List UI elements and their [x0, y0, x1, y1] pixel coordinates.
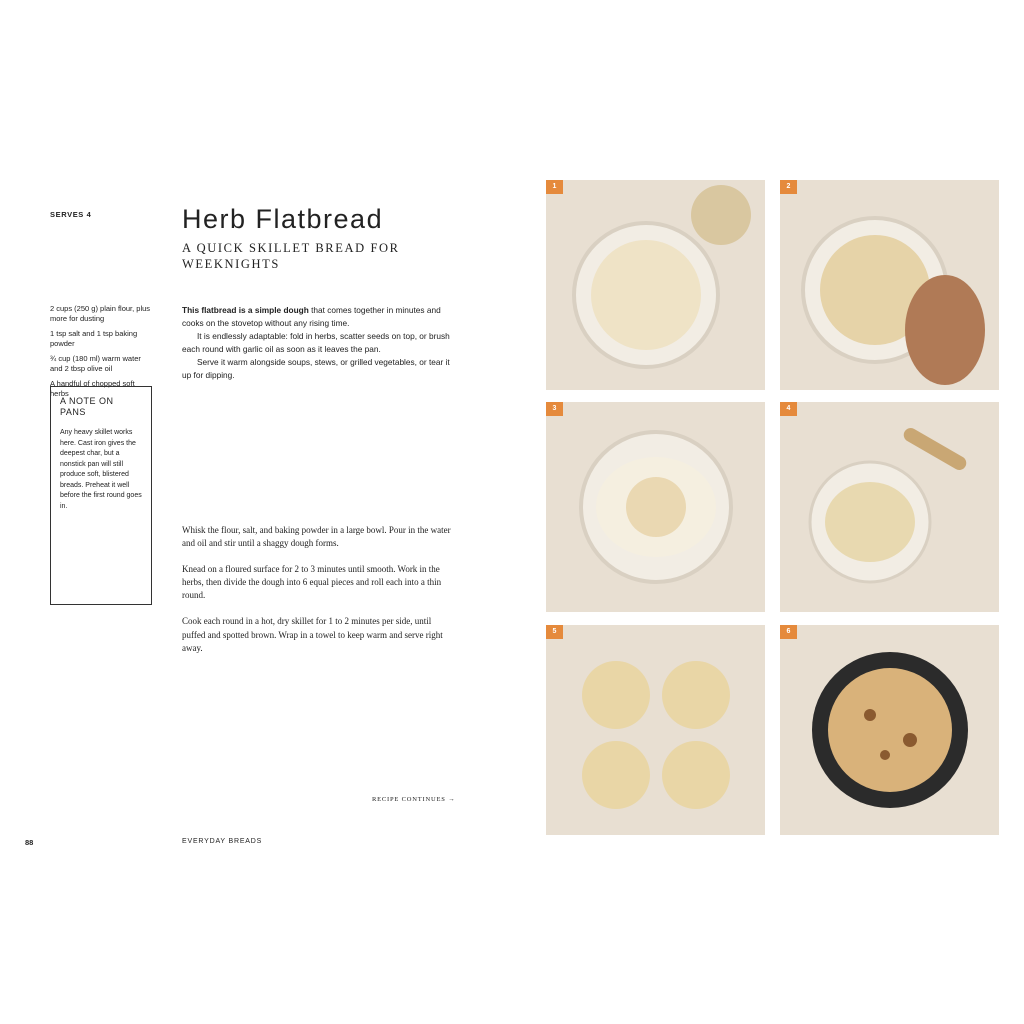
intro-lead: This flatbread is a simple dough: [182, 305, 309, 315]
intro-paragraph: It is endlessly adaptable: fold in herbs, scatter seeds on top, or brush each round with garlic oil as soon as it leaves the pan.: [182, 331, 450, 354]
recipe-title: Herb Flatbread: [182, 204, 384, 234]
step-number-badge: 3: [546, 402, 563, 416]
recipe-subtitle: A QUICK SKILLET BREAD FOR WEEKNIGHTS: [182, 241, 400, 271]
page-number: 88: [25, 838, 34, 847]
method-text: [182, 524, 454, 668]
ingredient-item: 2 cups (250 g) plain flour, plus more for dusting: [50, 304, 151, 323]
step-number-badge: 1: [546, 180, 563, 194]
method-paragraph: Whisk the flour, salt, and baking powder in a large bowl. Pour in the water and oil and stir until a shaggy dough forms.: [182, 525, 451, 549]
step-illustration-2: [780, 180, 999, 390]
step-illustration-4: [780, 402, 999, 612]
step-photo-1: [546, 180, 765, 390]
step-illustration-5: [546, 625, 765, 835]
sidebar-box: [50, 386, 152, 605]
step-photo-6: [780, 625, 999, 835]
running-head: EVERYDAY BREADS: [182, 838, 263, 845]
sidebar-body: Any heavy skillet works here. Cast iron gives the deepest char, but a nonstick pan will still produce soft, blistered breads. Preheat it well before the first round goes in.: [60, 429, 142, 510]
step-illustration-6: [780, 625, 999, 835]
recipe-continues-link[interactable]: RECIPE CONTINUES →: [372, 796, 456, 803]
method-paragraph: Knead on a floured surface for 2 to 3 minutes until smooth. Work in the herbs, then divide the dough into 6 equal pieces and roll each into a thin round.: [182, 564, 442, 601]
step-number-badge: 4: [780, 402, 797, 416]
step-photo-5: [546, 625, 765, 835]
ingredient-item: A handful of chopped soft herbs: [50, 379, 135, 398]
step-number-badge: 2: [780, 180, 797, 194]
ingredient-item: 1 tsp salt and 1 tsp baking powder: [50, 329, 138, 348]
intro-text-rest: that comes together in minutes and cooks on the stovetop without any rising time.: [182, 305, 441, 328]
step-number-badge: 5: [546, 625, 563, 639]
step-number-badge: 6: [780, 625, 797, 639]
ingredient-item: ¾ cup (180 ml) warm water and 2 tbsp olive oil: [50, 354, 141, 373]
step-photo-2: [780, 180, 999, 390]
sidebar-title: A NOTE ON PANS: [60, 396, 114, 417]
step-photo-3: [546, 402, 765, 612]
step-photo-4: [780, 402, 999, 612]
intro-paragraph: [182, 304, 452, 330]
intro-paragraph: Serve it warm alongside soups, stews, or grilled vegetables, or tear it up for dipping.: [182, 357, 450, 380]
step-illustration-1: [546, 180, 765, 390]
step-illustration-3: [546, 402, 765, 612]
serves-label: SERVES 4: [50, 210, 92, 219]
method-paragraph: Cook each round in a hot, dry skillet for 1 to 2 minutes per side, until puffed and spotted brown. Wrap in a towel to keep warm and serve right away.: [182, 616, 443, 653]
intro-text: [182, 304, 452, 382]
